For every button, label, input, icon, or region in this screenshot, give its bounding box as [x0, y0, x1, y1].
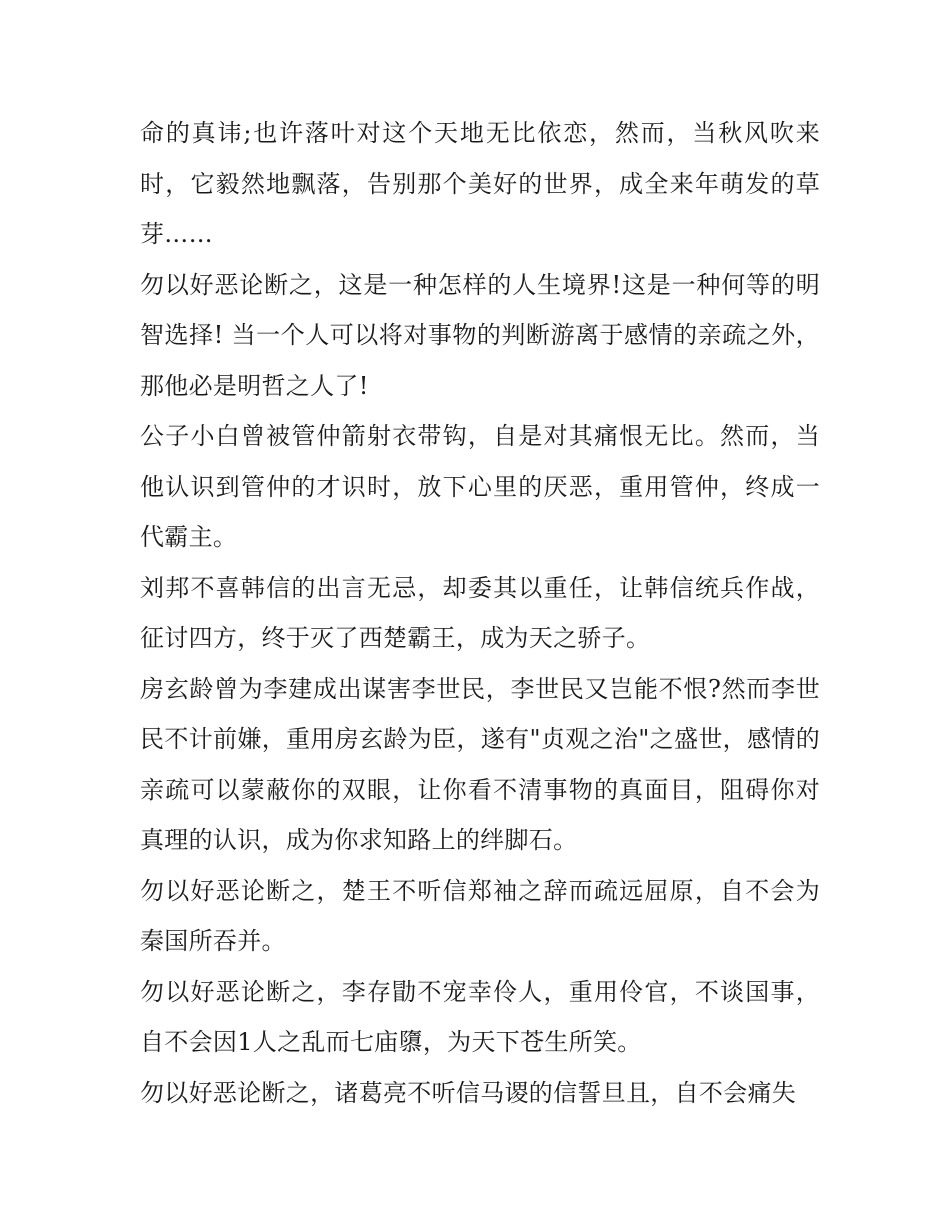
paragraph-life-realm: 勿以好恶论断之，这是一种怎样的人生境界!这是一种何等的明智选择! 当一个人可以将对事物的判断游离于感情的亲疏之外，那他必是明哲之人了! — [140, 270, 820, 400]
paragraph-xiaobai-guanzhong: 公子小白曾被管仲箭射衣带钩，自是对其痛恨无比。然而，当他认识到管仲的才识时，放下心里的厌恶，重用管仲，终成一代霸主。 — [140, 422, 820, 551]
body-text — [140, 108, 820, 1118]
paragraph-fangxuanling: 房玄龄曾为李建成出谋害李世民，李世民又岂能不恨?然而李世民不计前嫌，重用房玄龄为臣，遂有"贞观之治"之盛世，感情的亲疏可以蒙蔽你的双眼，让你看不清事物的真面目，阻碍你对真理的认识，成为你求知路上的绊脚石。 — [140, 674, 820, 854]
paragraph-chu-king: 勿以好恶论断之，楚王不听信郑袖之辞而疏远屈原，自不会为秦国所吞并。 — [140, 876, 820, 955]
paragraph-falling-leaves: 命的真讳;也许落叶对这个天地无比依恋，然而，当秋风吹来时，它毅然地飘落，告别那个美好的世界，成全来年萌发的草芽…… — [140, 119, 820, 248]
paragraph-li-cunxu: 勿以好恶论断之，李存勖不宠幸伶人，重用伶官，不谈国事，自不会因1人之乱而七庙隳，为天下苍生所笑。 — [140, 977, 820, 1056]
paragraph-zhuge-liang: 勿以好恶论断之，诸葛亮不听信马谡的信誓旦且，自不会痛失 — [140, 1078, 797, 1107]
paragraph-liubang-hanxin: 刘邦不喜韩信的出言无忌，却委其以重任，让韩信统兵作战，征讨四方，终于灭了西楚霸王，成为天之骄子。 — [140, 573, 820, 652]
